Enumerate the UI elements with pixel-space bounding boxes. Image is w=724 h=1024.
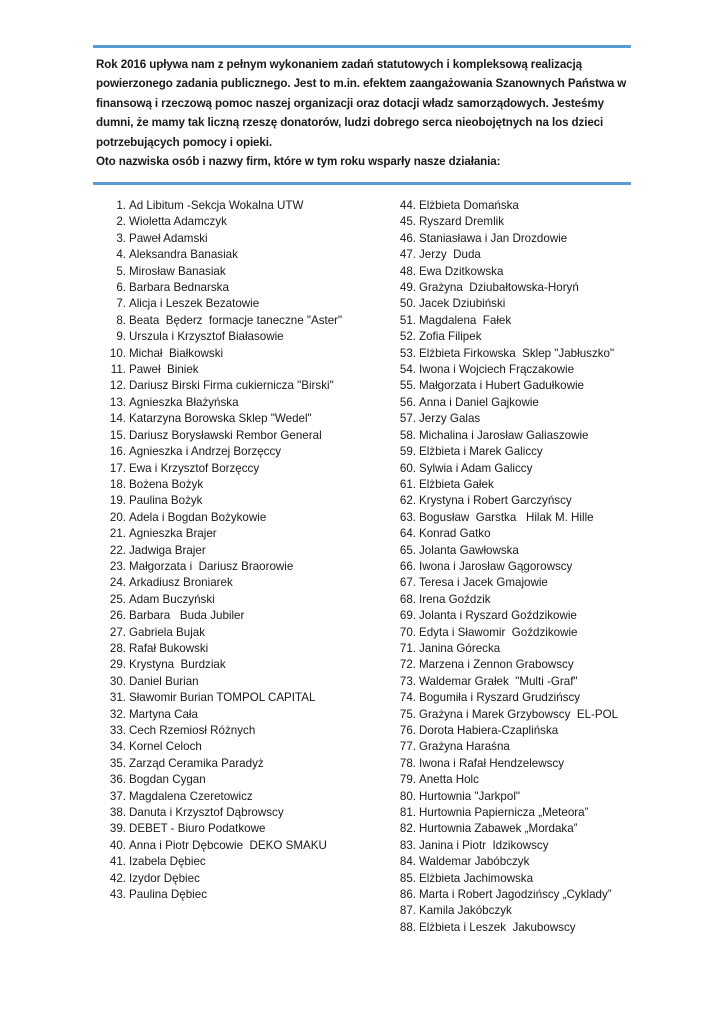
donor-name: Iwona i Wojciech Frączakowie [419,363,575,377]
donor-list-item [103,887,358,903]
donor-list-item [393,493,643,509]
donor-list-item [393,887,643,903]
donor-list-item [103,707,358,723]
donor-list-item [393,231,643,247]
donor-number: 32. [109,707,126,721]
donor-number: 9. [116,330,126,344]
donor-number: 77. [399,740,416,754]
donor-name: Anna i Daniel Gajkowie [419,395,539,409]
donor-list-item [103,690,358,706]
donor-number: 88. [399,920,416,934]
donor-number: 22. [109,543,126,557]
donor-name: Małgorzata i Hubert Gadułkowie [419,379,584,393]
donor-name: Irena Goździk [419,592,491,606]
donor-list-item [393,362,643,378]
donor-name: Jerzy Duda [419,248,481,262]
donor-name: Jerzy Galas [419,412,481,426]
donor-number: 14. [109,412,126,426]
donor-name: Ewa Dzitkowska [419,264,504,278]
donor-number: 2. [116,215,126,229]
donor-list-item [103,214,358,230]
donor-list-item [103,674,358,690]
donor-number: 72. [399,658,416,672]
donor-name: Anna i Piotr Dębcowie DEKO SMAKU [129,838,327,852]
donor-number: 37. [109,789,126,803]
donor-number: 4. [116,248,126,262]
donor-list-item [393,198,643,214]
donor-list-item [393,543,643,559]
donor-name: Grażyna Dziubałtowska-Horyń [419,281,579,295]
donor-number: 78. [399,756,416,770]
donor-name: Krystyna Burdziak [129,658,226,672]
donor-list-item [103,264,358,280]
donor-name: Paweł Adamski [129,231,208,245]
donor-number: 84. [399,855,416,869]
donor-number: 29. [109,658,126,672]
donor-list-item [393,247,643,263]
donor-list-item [103,493,358,509]
donor-name: Rafał Bukowski [129,641,209,655]
donor-list-item [103,346,358,362]
donor-list-item [393,264,643,280]
donor-list-right [393,198,643,936]
donor-name: Dorota Habiera-Czaplińska [419,724,559,737]
donor-number: 17. [109,461,126,475]
donor-number: 64. [399,527,416,541]
donor-list-item [103,838,358,854]
donor-list-item [393,772,643,788]
donor-list-item [393,214,643,230]
donor-number: 6. [116,281,126,295]
donor-number: 62. [399,494,416,508]
donor-name: Bogusław Garstka Hilak M. Hille [419,510,594,524]
donor-number: 86. [399,888,416,902]
donor-number: 36. [109,773,126,787]
donor-name: Małgorzata i Dariusz Braorowie [129,559,294,573]
donor-list-item [393,854,643,870]
donor-number: 48. [399,264,416,278]
donor-list-item [393,821,643,837]
donor-name: Jolanta i Ryszard Goździkowie [419,609,577,623]
donor-name: Katarzyna Borowska Sklep "Wedel" [129,412,312,426]
donor-name: Elżbieta i Marek Galiccy [419,445,543,459]
donor-name: Waldemar Grałek "Multi -Graf" [419,674,578,688]
donor-name: Janina i Piotr Idzikowscy [419,838,549,852]
donor-name: Sławomir Burian TOMPOL CAPITAL [129,691,316,705]
donor-number: 3. [116,231,126,245]
donor-name: Alicja i Leszek Bezatowie [129,297,260,311]
donor-name: Wioletta Adamczyk [129,215,227,229]
donor-list-item [103,477,358,493]
donor-name: Kornel Celoch [129,740,202,754]
donor-list-item [103,608,358,624]
donor-list-item [393,838,643,854]
donor-number: 20. [109,510,126,524]
donor-list-item [103,592,358,608]
donor-number: 12. [109,379,126,393]
donor-name: Jacek Dziubiński [419,297,506,311]
donor-number: 70. [399,625,416,639]
donor-name: Waldemar Jabóbczyk [419,855,530,869]
donor-name: Adela i Bogdan Bożykowie [129,510,267,524]
donor-list-item [393,871,643,887]
donor-list-item [393,592,643,608]
donor-name: Agnieszka i Andrzej Borzęccy [129,445,282,459]
donor-list-item [103,575,358,591]
donor-number: 27. [109,625,126,639]
donor-number: 51. [399,313,416,327]
donor-list-item [103,756,358,772]
bottom-divider [93,182,631,185]
donor-number: 74. [399,691,416,705]
donor-number: 16. [109,445,126,459]
donor-name: Danuta i Krzysztof Dąbrowscy [129,806,284,820]
donor-name: Michalina i Jarosław Galiaszowie [419,428,589,442]
donor-number: 43. [109,888,126,902]
donor-name: Marta i Robert Jagodzińscy „Cyklady” [419,888,612,902]
donor-list-item [393,657,643,673]
donor-number: 5. [116,264,126,278]
donor-name: Mirosław Banasiak [129,264,226,278]
donor-name: Konrad Gatko [419,527,491,541]
donor-number: 24. [109,576,126,590]
donor-number: 26. [109,609,126,623]
donor-number: 76. [399,724,416,737]
donor-list-item [103,789,358,805]
donor-name: Grażyna i Marek Grzybowscy EL-POL [419,707,619,721]
donor-number: 11. [110,363,126,377]
donor-number: 52. [399,330,416,344]
donor-list-item [393,526,643,542]
donor-number: 75. [399,707,416,721]
donor-list-item [393,805,643,821]
donor-name: Elżbieta i Leszek Jakubowscy [419,920,576,934]
donor-number: 31. [109,691,126,705]
donor-number: 58. [399,428,416,442]
donor-number: 15. [109,428,126,442]
donor-name: Paulina Bożyk [129,494,203,508]
donor-name: Zarząd Ceramika Paradyż [129,756,264,770]
donor-name: Izabela Dębiec [129,855,206,869]
donor-list-item [393,461,643,477]
donor-name: Magdalena Fałek [419,313,512,327]
donor-list-item [103,378,358,394]
donor-list-item [103,510,358,526]
donor-name: Bożena Bożyk [129,477,204,491]
donor-name: Iwona i Rafał Hendzelewscy [419,756,564,770]
donor-number: 81. [399,806,416,820]
donor-list-item [103,772,358,788]
donor-number: 40. [109,838,126,852]
donor-list-item [103,559,358,575]
donor-list-item [393,378,643,394]
donor-list-item [393,674,643,690]
donor-number: 7. [116,297,126,311]
donor-number: 33. [109,724,126,737]
donor-list-item [393,411,643,427]
donor-name: Hurtownia Zabawek „Mordaka” [419,822,578,836]
intro-lead: Oto nazwiska osób i nazwy firm, które w tym roku wsparły nasze działania: [96,155,501,169]
donor-name: Bogdan Cygan [129,773,206,787]
top-divider [93,45,631,48]
donor-number: 61. [399,477,416,491]
donor-number: 19. [109,494,126,508]
donor-number: 39. [109,822,126,836]
donor-number: 65. [399,543,416,557]
donor-number: 47. [399,248,416,262]
donor-name: Agnieszka Brajer [129,527,217,541]
donor-list-item [103,247,358,263]
donor-number: 87. [399,904,416,918]
donor-list-left [103,198,358,903]
donor-name: Elżbieta Gałek [419,477,494,491]
donor-number: 42. [109,871,126,885]
intro-paragraph: Rok 2016 upływa nam z pełnym wykonaniem zadań statutowych i kompleksową realizacją powierzonego zadania publicznego. Jest to m.in. efektem zaangażowania Szanownych Państwa w finansową i rzeczową pomoc naszej organizacji oraz dotacji władz samorządowych. Jesteśmy dumni, że mamy tak liczną rzeszę donatorów, ludzi dobrego serca nieobojętnych na los dzieci potrzebujących pomocy i opieki. [96,58,627,149]
donor-name: Jolanta Gawłowska [419,543,519,557]
donor-list-item [103,313,358,329]
donor-list-item [393,641,643,657]
donor-number: 41. [109,855,126,869]
donor-list-item [393,428,643,444]
donor-list-item [103,198,358,214]
donor-list-item [103,854,358,870]
donor-name: Barbara Bednarska [129,281,229,295]
donor-name: Dariusz Borysławski Rembor General [129,428,322,442]
donor-number: 83. [399,838,416,852]
donor-list-item [103,428,358,444]
donor-name: Janina Górecka [419,641,501,655]
donor-name: Zofia Filipek [419,330,482,344]
donor-number: 69. [399,609,416,623]
donor-list-item [393,625,643,641]
donor-number: 44. [399,199,416,212]
donor-list-item [393,313,643,329]
donor-number: 79. [399,773,416,787]
donor-name: Izydor Dębiec [129,871,200,885]
donor-list-item [103,657,358,673]
donor-name: Krystyna i Robert Garczyńscy [419,494,572,508]
donor-name: Gabriela Bujak [129,625,206,639]
donor-number: 63. [399,510,416,524]
donor-number: 55. [399,379,416,393]
donor-number: 34. [109,740,126,754]
donor-name: Kamila Jakóbczyk [419,904,512,918]
donor-name: Staniasława i Jan Drozdowie [419,231,568,245]
donor-list-item [393,444,643,460]
donor-number: 18. [109,477,126,491]
donor-list-item [103,641,358,657]
donor-name: Edyta i Sławomir Goździkowie [419,625,578,639]
donor-list-item [103,723,358,739]
donor-list-item [393,789,643,805]
donor-name: Anetta Holc [419,773,479,787]
donor-list-item [103,526,358,542]
donor-number: 35. [109,756,126,770]
donor-number: 68. [399,592,416,606]
donor-number: 1. [116,199,126,212]
donor-list-item [103,395,358,411]
donor-number: 80. [399,789,416,803]
donor-list-item [393,346,643,362]
donor-list-item [103,871,358,887]
donor-number: 23. [109,559,126,573]
donor-number: 25. [109,592,126,606]
donor-name: Sylwia i Adam Galiccy [419,461,533,475]
donor-list-item [103,362,358,378]
donor-list-item [103,543,358,559]
donor-name: Ewa i Krzysztof Borzęccy [129,461,260,475]
donor-name: Urszula i Krzysztof Białasowie [129,330,284,344]
donor-list-item [393,575,643,591]
donor-name: Michał Białkowski [129,346,224,360]
donor-list-item [103,739,358,755]
donor-list-item [393,690,643,706]
donor-number: 21. [109,527,126,541]
donor-list-item [393,477,643,493]
donor-name: Elżbieta Firkowska Sklep "Jabłuszko" [419,346,615,360]
donor-name: Elżbieta Domańska [419,199,519,212]
donor-number: 49. [399,281,416,295]
donor-list-item [103,231,358,247]
donor-name: Jadwiga Brajer [129,543,206,557]
donor-name: Cech Rzemiosł Różnych [129,724,256,737]
donor-number: 45. [399,215,416,229]
donor-list-item [393,723,643,739]
donor-list-item [103,280,358,296]
donor-number: 59. [399,445,416,459]
donor-number: 38. [109,806,126,820]
donor-name: Ryszard Dremlik [419,215,505,229]
donor-name: Barbara Buda Jubiler [129,609,245,623]
donor-list-item [103,625,358,641]
donor-number: 46. [399,231,416,245]
donor-name: Paweł Biniek [129,363,199,377]
donor-number: 85. [399,871,416,885]
donor-name: Hurtownia "Jarkpol" [419,789,521,803]
donor-number: 28. [109,641,126,655]
donor-number: 8. [116,313,126,327]
donor-number: 54. [399,363,416,377]
donor-list-item [393,296,643,312]
donor-name: Agnieszka Błażyńska [129,395,239,409]
donor-number: 82. [399,822,416,836]
donor-list-item [393,559,643,575]
donor-list-item [393,329,643,345]
donor-name: Daniel Burian [129,674,199,688]
donor-name: Arkadiusz Broniarek [129,576,233,590]
donor-list-item [103,805,358,821]
donor-number: 50. [399,297,416,311]
donor-list-item [103,411,358,427]
donor-number: 13. [109,395,126,409]
donor-name: Ad Libitum -Sekcja Wokalna UTW [129,199,304,212]
donor-name: Martyna Cała [129,707,198,721]
donor-number: 73. [399,674,416,688]
donor-name: Aleksandra Banasiak [129,248,238,262]
donor-name: Hurtownia Papiernicza „Meteora” [419,806,589,820]
donor-list-item [393,608,643,624]
donor-number: 60. [399,461,416,475]
donor-name: DEBET - Biuro Podatkowe [129,822,266,836]
donor-list-item [103,329,358,345]
donor-name: Elżbieta Jachimowska [419,871,534,885]
donor-list-item [103,821,358,837]
donor-name: Iwona i Jarosław Gągorowscy [419,559,573,573]
donor-list-item [103,296,358,312]
donor-list-item [393,756,643,772]
donor-list-item [393,903,643,919]
donor-list-item [103,444,358,460]
donor-name: Grażyna Haraśna [419,740,510,754]
donor-number: 66. [399,559,416,573]
donor-name: Adam Buczyński [129,592,215,606]
donor-name: Teresa i Jacek Gmajowie [419,576,548,590]
donor-name: Marzena i Zennon Grabowscy [419,658,574,672]
donor-list-item [393,510,643,526]
donor-name: Paulina Dębiec [129,888,207,902]
donor-name: Bogumiła i Ryszard Grudzińscy [419,691,581,705]
donor-number: 30. [109,674,126,688]
donor-list-item [393,280,643,296]
donor-list-item [393,739,643,755]
donor-number: 71. [399,641,416,655]
donor-number: 67. [399,576,416,590]
donor-name: Dariusz Birski Firma cukiernicza "Birski" [129,379,334,393]
donor-number: 56. [399,395,416,409]
donor-list-item [393,920,643,936]
intro-block [96,55,636,171]
donor-number: 10. [109,346,126,360]
donor-name: Magdalena Czeretowicz [129,789,253,803]
donor-list-item [393,395,643,411]
donor-list-item [103,461,358,477]
donor-name: Beata Będerz formacje taneczne "Aster" [129,313,343,327]
donor-number: 53. [399,346,416,360]
donor-list-item [393,707,643,723]
donor-number: 57. [399,412,416,426]
